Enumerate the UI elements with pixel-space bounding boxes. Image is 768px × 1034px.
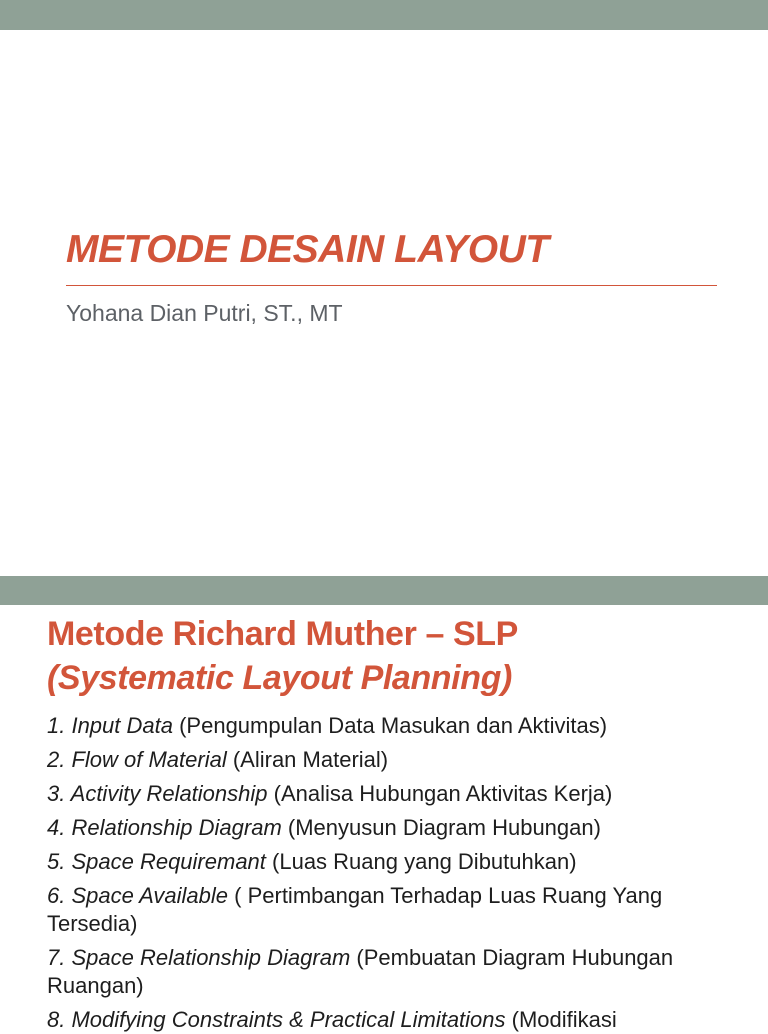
title-line-1: Metode Richard Muther – SLP	[47, 615, 518, 653]
step-term: 6. Space Available	[47, 883, 229, 908]
step-term: 2. Flow of Material	[47, 747, 227, 772]
slide-title: METODE DESAIN LAYOUT	[66, 228, 549, 271]
step-description: (Pengumpulan Data Masukan dan Aktivitas)	[172, 713, 608, 738]
step-term: 5. Space Requiremant	[47, 849, 266, 874]
step-term: 3. Activity Relationship	[47, 781, 268, 806]
step-description: (Pembuatan Diagram Hubungan Ruangan)	[47, 945, 674, 998]
list-item	[47, 814, 737, 842]
list-item	[47, 746, 737, 774]
list-item	[47, 1006, 737, 1034]
slide-header-bar	[0, 576, 768, 605]
step-term: 4. Relationship Diagram	[47, 815, 282, 840]
list-item	[47, 882, 737, 938]
slide-header-bar	[0, 0, 768, 30]
step-term: 1. Input Data	[47, 713, 173, 738]
list-item	[47, 848, 737, 876]
title-divider	[66, 285, 717, 286]
title-line-2: (Systematic Layout Planning)	[47, 659, 512, 697]
list-item	[47, 944, 737, 1000]
step-description: (Luas Ruang yang Dibutuhkan)	[265, 849, 577, 874]
list-item	[47, 780, 737, 808]
step-term: 8. Modifying Constraints & Practical Limitations	[47, 1007, 506, 1032]
step-description: (Aliran Material)	[226, 747, 389, 772]
list-item	[47, 712, 737, 740]
slp-steps-list	[47, 712, 737, 1034]
step-term: 7. Space Relationship Diagram	[47, 945, 351, 970]
step-description: (Analisa Hubungan Aktivitas Kerja)	[267, 781, 613, 806]
content-slide-title	[47, 612, 518, 700]
step-description: ( Pertimbangan Terhadap Luas Ruang Yang Tersedia)	[47, 883, 663, 936]
step-description: (Menyusun Diagram Hubungan)	[281, 815, 601, 840]
step-description: (Modifikasi	[505, 1007, 617, 1032]
author-name: Yohana Dian Putri, ST., MT	[66, 300, 343, 326]
